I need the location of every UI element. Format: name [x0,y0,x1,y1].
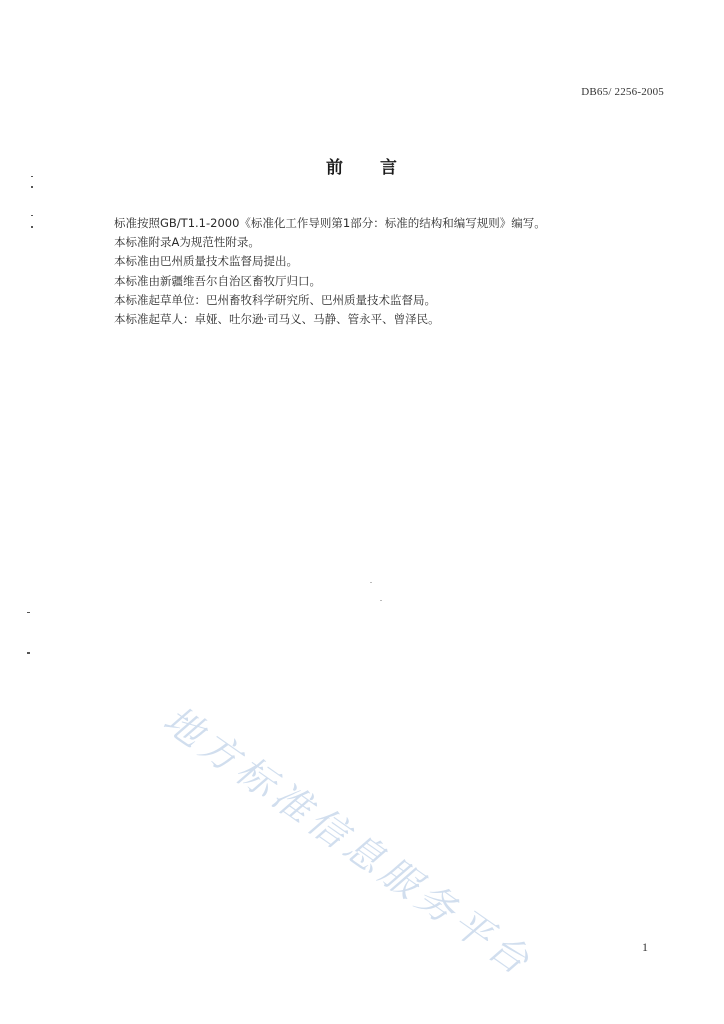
scan-speck [31,226,33,228]
page-title-char-2: 言 [380,158,398,178]
page-title [0,153,724,178]
page-number: 1 [642,940,648,954]
foreword-body [114,214,654,329]
paragraph-drafting-units: 本标准起草单位：巴州畜牧科学研究所、巴州质量技术监督局。 [114,292,436,307]
scan-speck [27,652,30,654]
paragraph-appendix: 本标准附录A为规范性附录。 [114,235,260,250]
document-code: DB65/ 2256-2005 [581,86,664,98]
scan-speck [31,186,33,188]
page-title-char-1: 前 [326,158,344,178]
scan-speck [31,176,33,177]
paragraph-drafters: 本标准起草人：卓娅、吐尔逊·司马义、马静、管永平、曾泽民。 [114,312,440,327]
scan-speck [370,582,372,583]
paragraph-administrator: 本标准由新疆维吾尔自治区畜牧厅归口。 [114,273,321,288]
paragraph-standard-basis: 标准按照GB/T1.1-2000《标准化工作导则第1部分：标准的结构和编写规则》编写。 [114,216,546,230]
scan-speck [31,215,33,216]
paragraph-proposer: 本标准由巴州质量技术监督局提出。 [114,254,298,269]
scan-speck [380,600,382,601]
scan-speck [27,612,30,613]
watermark: 地方标准信息服务平台 [155,697,542,986]
